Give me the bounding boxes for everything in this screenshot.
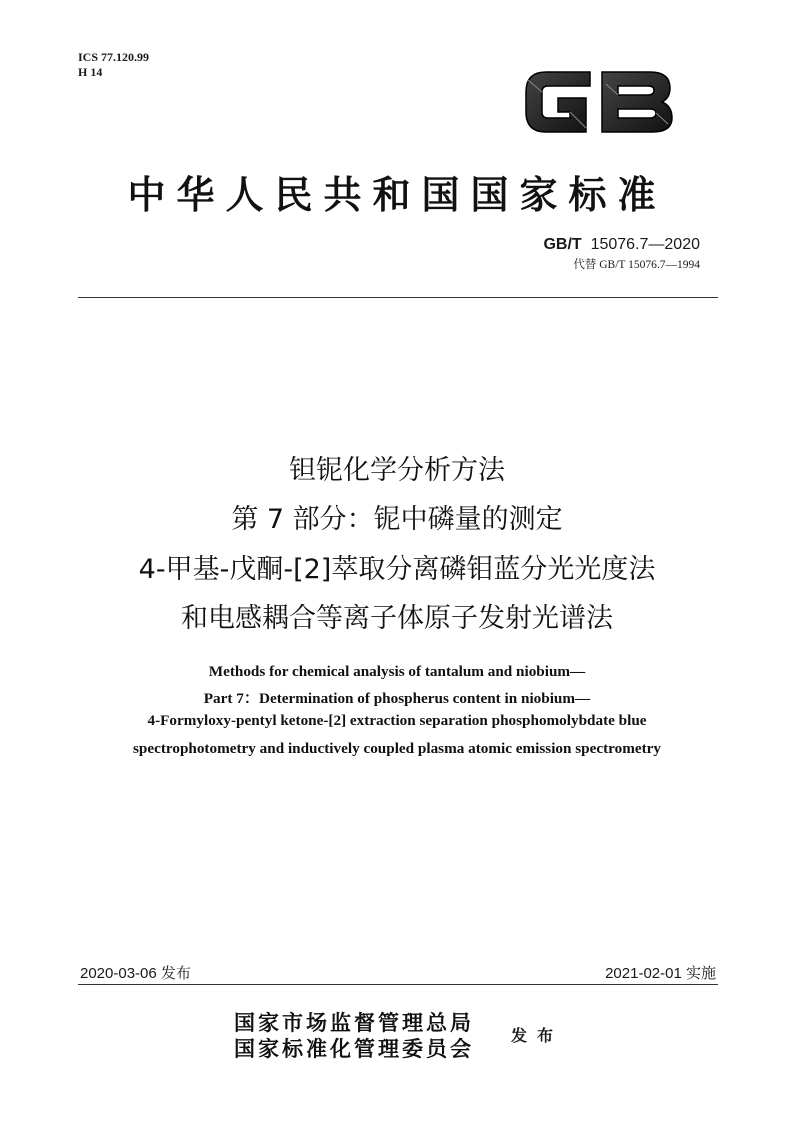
chinese-title-line-4: 和电感耦合等离子体原子发射光谱法	[181, 603, 613, 634]
gb-logo-icon	[520, 62, 676, 142]
english-title-line-3: 4-Formyloxy-pentyl ketone-[2] extraction separation phosphomolybdate blue	[147, 712, 647, 729]
standard-number	[543, 236, 700, 254]
issuer-line-2: 国家标准化管理委员会	[234, 1036, 474, 1061]
ccs-code: H 14	[78, 65, 103, 79]
classification-codes	[78, 50, 149, 80]
footer-divider	[78, 984, 718, 985]
issuer-line-1: 国家市场监督管理总局	[234, 1010, 474, 1035]
implementation-date: 2021-02-01 实施	[605, 965, 716, 982]
chinese-title-line-1: 钽铌化学分析方法	[289, 455, 505, 486]
issue-date: 2020-03-06 发布	[80, 965, 191, 982]
issuing-authorities	[234, 1010, 474, 1062]
chinese-title-line-2: 第 7 部分：铌中磷量的测定	[231, 504, 563, 535]
english-title-line-4: spectrophotometry and inductively coupled plasma atomic emission spectrometry	[132, 740, 661, 757]
standard-prefix: GB/T	[543, 236, 582, 253]
national-standard-title: 中华人民共和国国家标准	[127, 172, 667, 217]
header-divider	[78, 297, 718, 298]
standard-code: 15076.7—2020	[590, 236, 700, 253]
publish-label: 发布	[511, 1026, 564, 1045]
ics-code: ICS 77.120.99	[78, 50, 150, 64]
english-title-line-1: Methods for chemical analysis of tantalum and niobium—	[208, 663, 586, 680]
replaces-standard: 代替 GB/T 15076.7—1994	[573, 259, 700, 271]
chinese-title-line-3: 4-甲基-戊酮-[2]萃取分离磷钼蓝分光光度法	[138, 554, 656, 585]
english-title-line-2: Part 7：Determination of phospherus content in niobium—	[203, 690, 591, 707]
